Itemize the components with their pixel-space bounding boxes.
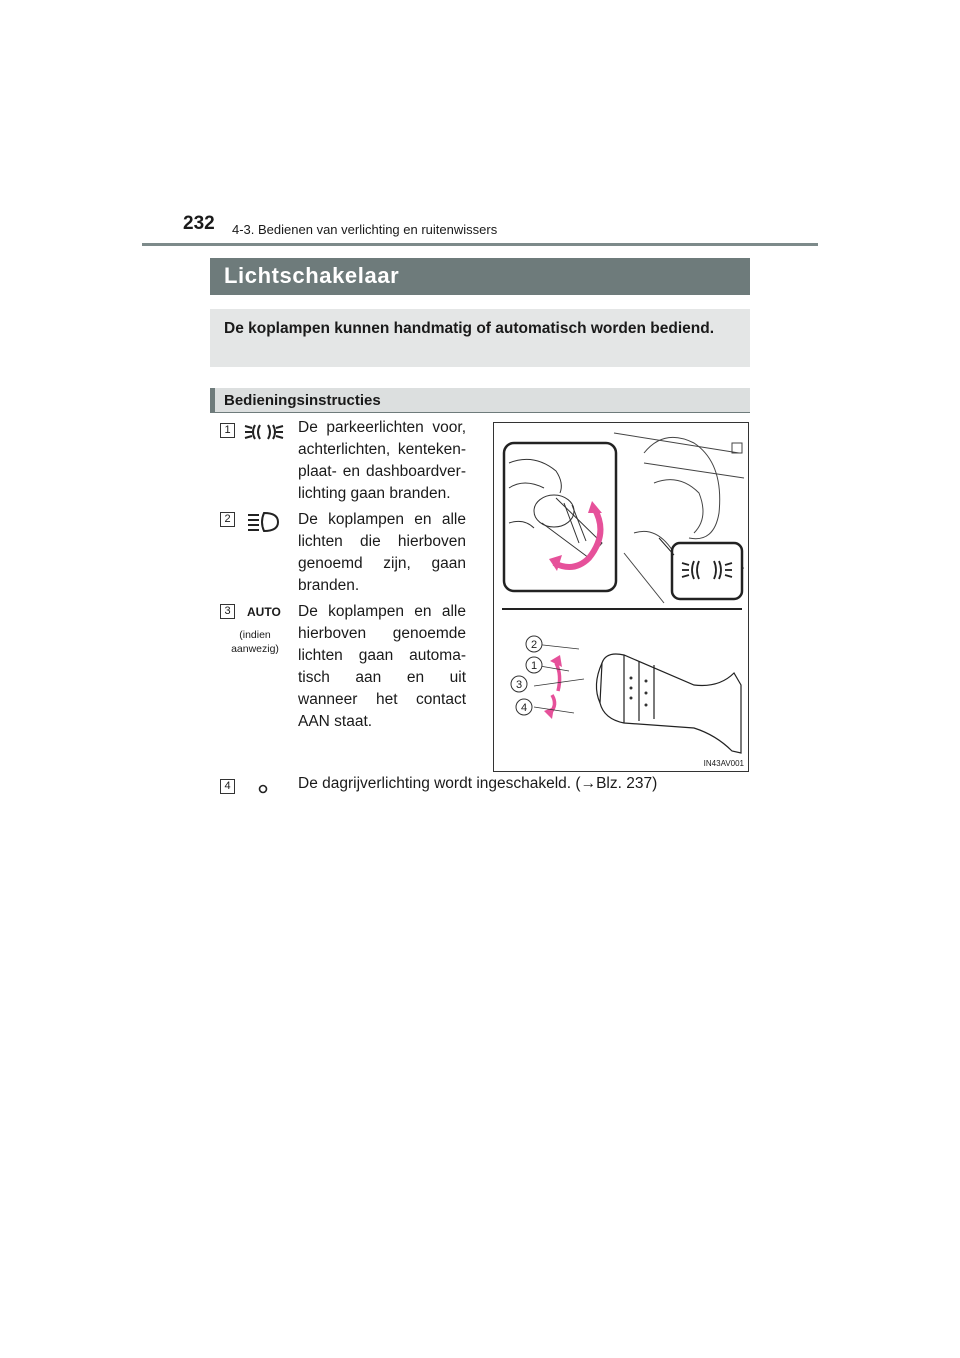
section-title: Lichtschakelaar [224,263,400,288]
item-number-2: 2 [220,512,235,527]
figure-illustration [494,423,750,773]
drl-icon [257,783,269,795]
item-number-4: 4 [220,779,235,794]
intro-box [210,309,750,367]
callout-1: 1 [530,660,538,672]
page-number: 232 [183,213,215,234]
breadcrumb: 4-3. Bedienen van verlichting en ruitenwissers [232,222,498,237]
auto-icon-label: AUTO [247,605,281,619]
item-text-1: De parkeerlichten voor, achterlichten, kenteken-plaat- en dashboardver-lichting gaan branden. [298,419,466,502]
subsection-title-bar [210,388,750,413]
headlights-icon [246,511,280,533]
light-switch-figure [493,422,749,772]
item-text-2: De koplampen en alle lichten die hierboven genoemd zijn, gaan branden. [298,511,466,594]
figure-code: IN43AV001 [703,759,744,768]
callout-4: 4 [520,702,528,714]
callout-3: 3 [515,679,523,691]
intro-text: De koplampen kunnen handmatig of automatisch worden bediend. [224,320,715,337]
availability-note: (indien aanwezig) [231,629,279,655]
parking-lights-icon [243,422,285,442]
header-rule [142,243,818,246]
section-title-bar [210,258,750,295]
item-number-1: 1 [220,423,235,438]
callout-2: 2 [530,639,538,651]
item-number-3: 3 [220,604,235,619]
item-text-4: De dagrijverlichting wordt ingeschakeld. (→Blz. 237) [298,775,658,792]
item-text-3: De koplampen en alle hierboven genoemde lichten gaan automa-tisch aan en uit wanneer het contact AAN staat. [298,603,466,730]
subsection-title: Bedieningsinstructies [224,392,381,409]
